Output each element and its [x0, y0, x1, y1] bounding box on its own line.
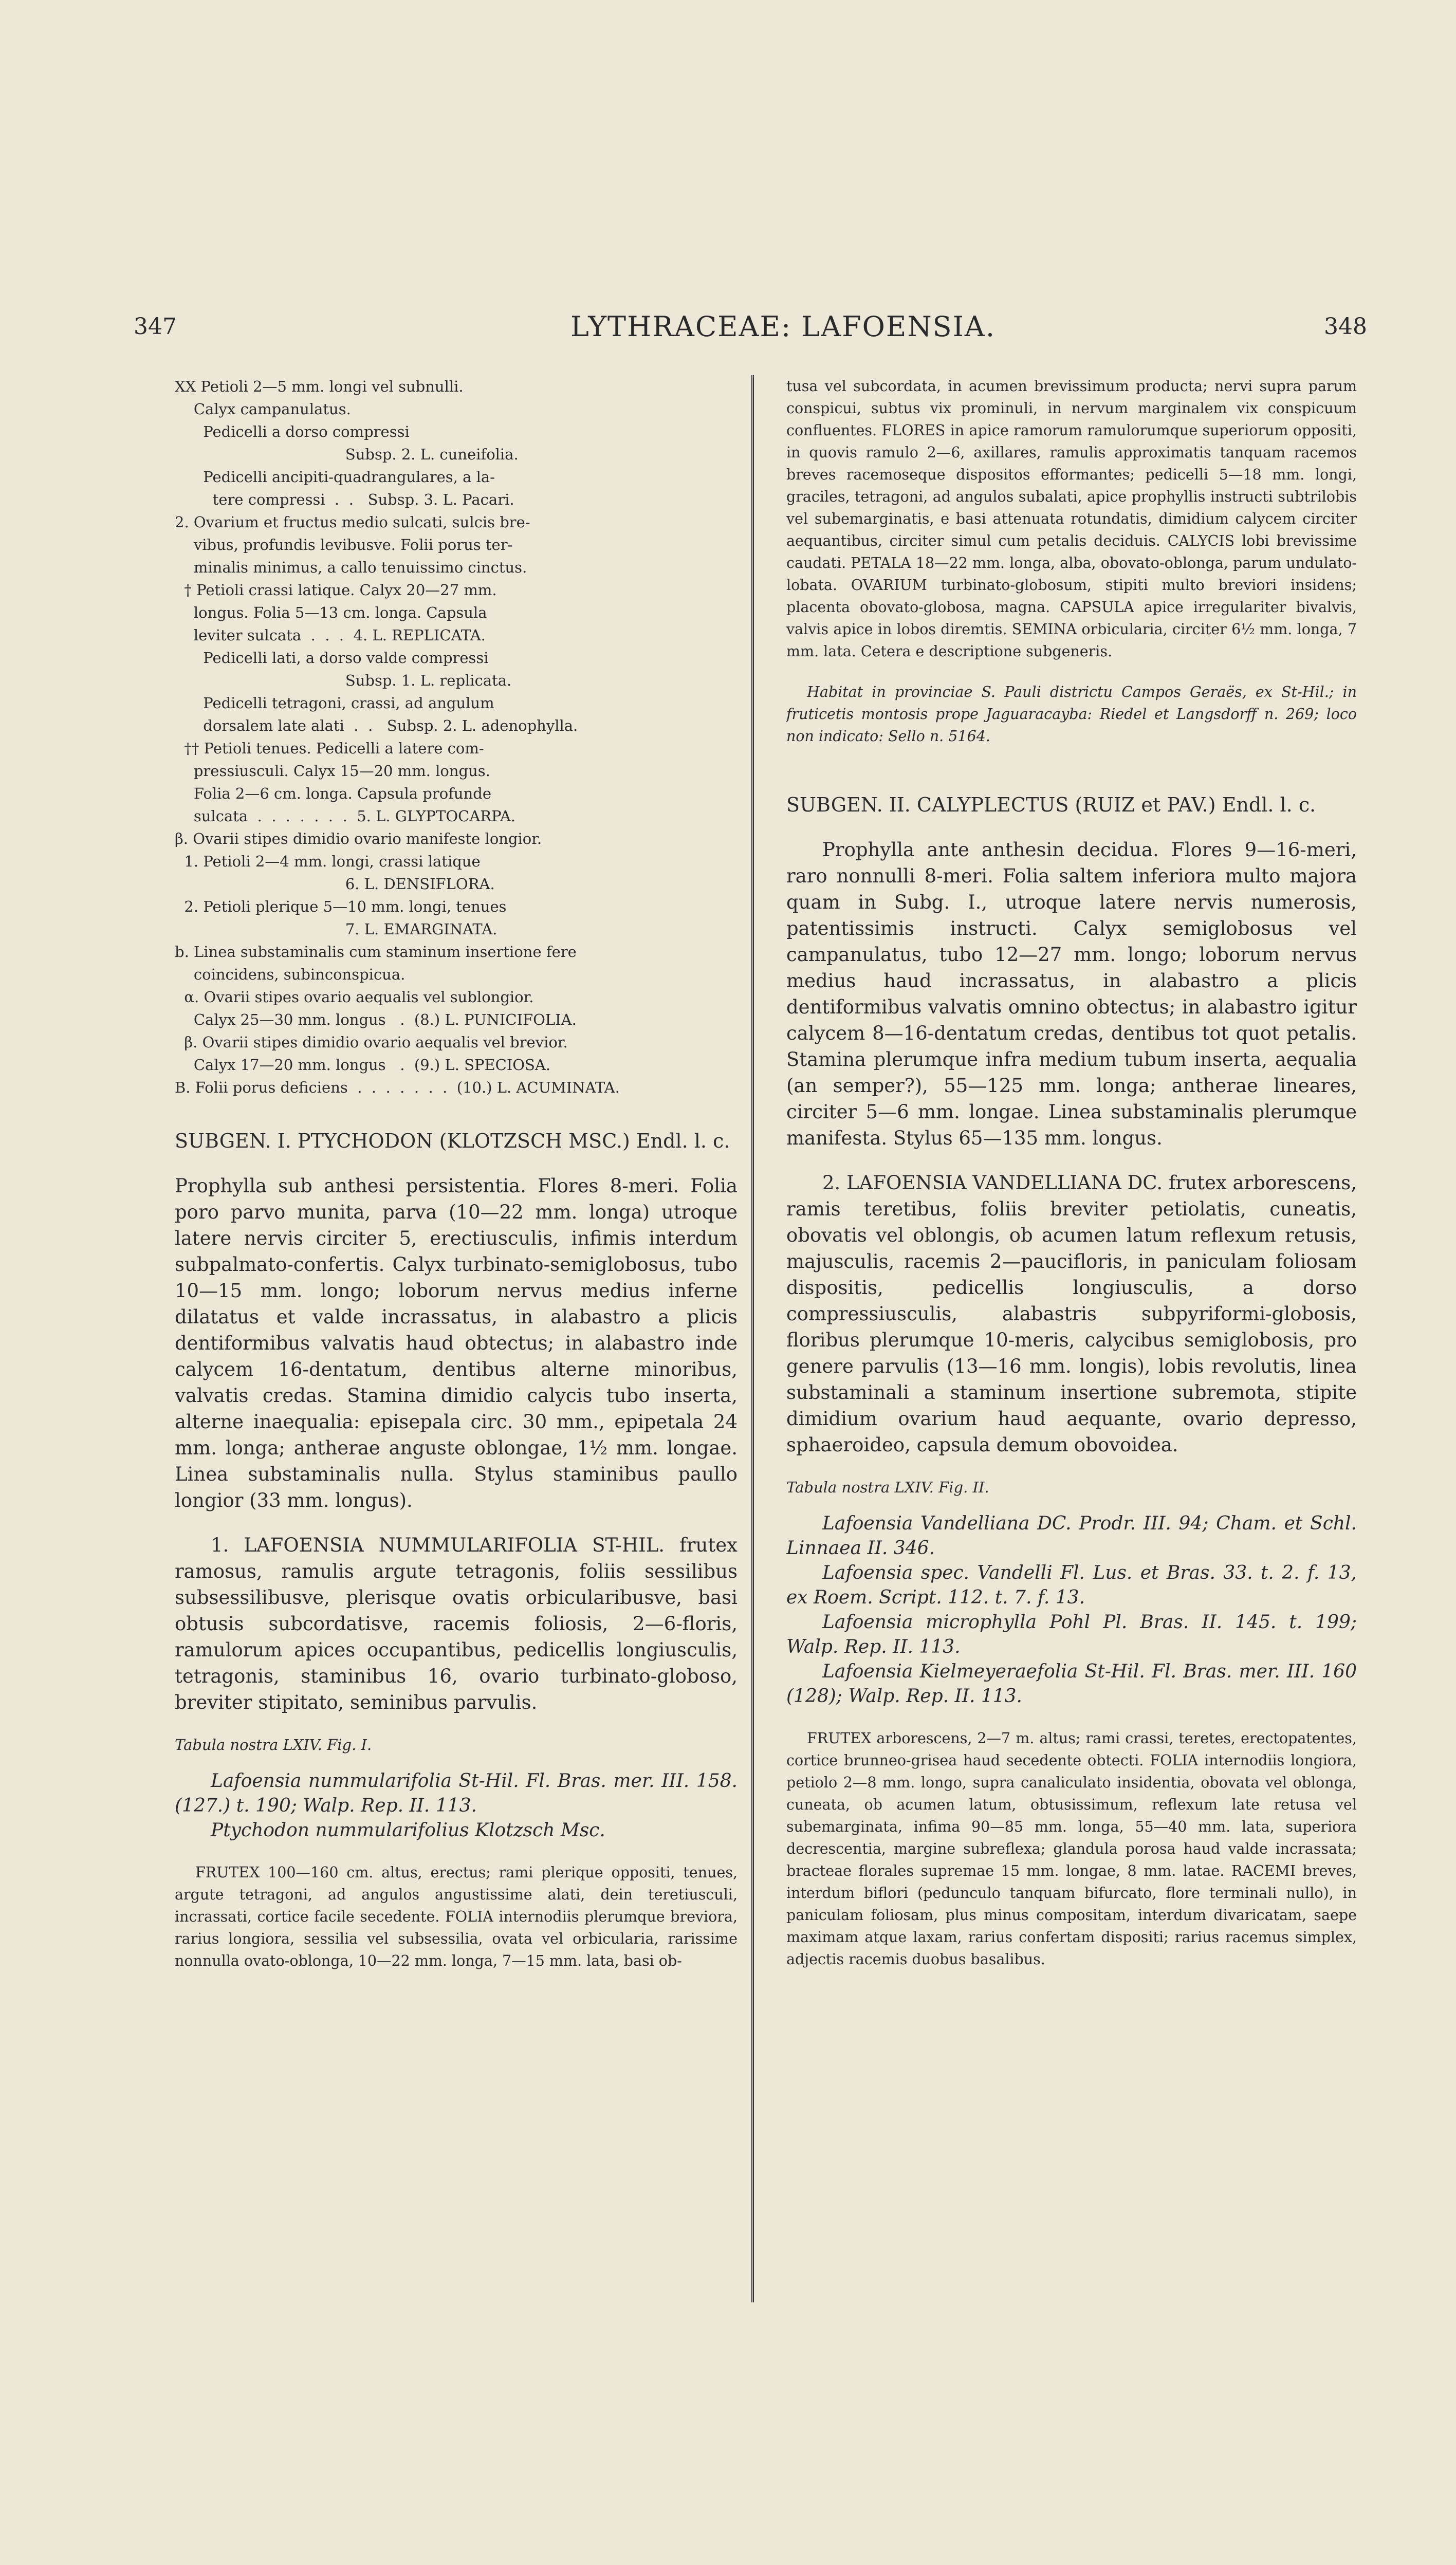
key-line: minalis minimus, a callo tenuissimo cinctus. [175, 559, 527, 576]
species-2-description: FRUTEX arborescens, 2—7 m. altus; rami crassi, teretes, erectopatentes, cortice brunneo-grisea haud secedente obtecti. FOLIA internodiis longiora, petiolo 2—8 mm. longo, supra canaliculato insidentia, obovata vel oblonga, cuneata, ob acumen latum, obtusissimum, reflexum late retusa vel subemarginata, infima 90—85 mm. longa, 55—40 mm. lata, superiora decrescentia, margine subreflexa; glandula porosa haud valde incrassata; bracteae florales supremae 15 mm. longae, 8 mm. latae. RACEMI breves, interdum biflori (pedunculo tanquam bifurcato, flore terminali nullo), in paniculam foliosam, plus minus compositam, interdum divaricatam, saepe maximam atque laxam, rarius confertam dispositi; rarius racemus simplex, adjectis racemis duobus basalibus. [786, 1730, 1357, 1968]
key-line: †† Petioli tenues. Pedicelli a latere com- [175, 740, 484, 757]
species-1-plate-reference: Tabula nostra LXIV. Fig. I. [175, 1736, 372, 1754]
key-line: longus. Folia 5—13 cm. longa. Capsula [175, 604, 487, 621]
species-2-synonym: Lafoensia Vandelliana DC. Prodr. III. 94; Cham. et Schl. Linnaea II. 346. [786, 1513, 1357, 1559]
key-line: α. Ovarii stipes ovario aequalis vel sublongior. [175, 988, 534, 1006]
key-line: Pedicelli tetragoni, crassi, ad angulum [175, 694, 494, 712]
species-2-synonym: Lafoensia spec. Vandelli Fl. Lus. et Bras. 33. t. 2. f. 13, ex Roem. Script. 112. t. 7. f. 13. [786, 1562, 1357, 1608]
subgenus-1-heading: SUBGEN. I. PTYCHODON (KLOTZSCH MSC.) Endl. l. c. [175, 1130, 730, 1152]
key-line: 2. Ovarium et fructus medio sulcati, sulcis bre- [175, 513, 530, 531]
key-line: b. Linea substaminalis cum staminum insertione fere [175, 943, 577, 961]
species-1-synonym: Ptychodon nummularifolius Klotzsch Msc. [211, 1820, 605, 1841]
key-line: coincidens, subinconspicua. [175, 966, 406, 983]
page-header [134, 310, 1367, 355]
species-1-description: FRUTEX 100—160 cm. altus, erectus; rami plerique oppositi, tenues, argute tetragoni, ad angulos angustissime alati, dein teretiusculi, incrassati, cortice facile secedente. FOLIA internodiis plerumque breviora, rarius longiora, sessilia vel subsessilia, ovata vel orbicularia, rarissime nonnulla ovato-oblonga, 10—22 mm. longa, 7—15 mm. lata, basi ob- [175, 1864, 738, 1969]
key-line: Subsp. 2. L. cuneifolia. [175, 446, 519, 463]
species-1-description-continued: tusa vel subcordata, in acumen brevissimum producta; nervi supra parum conspicui, subtus vix prominuli, in nervum marginalem vix conspicuum confluentes. FLORES in apice ramorum ramulorumque superiorum oppositi, in quovis ramulo 2—6, axillares, ramulis approximatis tanquam racemos breves racemoseque dispositos efformantes; pedicelli 5—18 mm. longi, graciles, tetragoni, ad angulos subalati, apice prophyllis instructi subtrilobis vel subemarginatis, e basi attenuata rotundatis, dimidium calycem circiter aequantibus, circiter simul cum petalis deciduis. CALYCIS lobi brevissime caudati. PETALA 18—22 mm. longa, alba, obovato-oblonga, parum undulato-lobata. OVARIUM turbinato-globosum, stipiti multo breviori insidens; placenta obovato-globosa, magna. CAPSULA apice irregulariter bivalvis, valvis apice in lobos diremtis. SEMINA orbicularia, circiter 6½ mm. longa, 7 mm. lata. Cetera e descriptione subgeneris. [786, 378, 1357, 660]
subgenus-1-description: Prophylla sub anthesi persistentia. Flores 8-meri. Folia poro parvo munita, parva (10—22 mm. longa) utroque latere nervis circiter 5, erectiusculis, infimis interdum subpalmato-confertis. Calyx turbinato-semiglobosus, tubo 10—15 mm. longo; loborum nervus medius inferne dilatatus et valde incrassatus, in alabastro a plicis dentiformibus valvatis haud obtectus; in alabastro inde calycem 16-dentatum, dentibus alterne minoribus, valvatis credas. Stamina dimidio calycis tubo inserta, alterne inaequalia: episepala circ. 30 mm., epipetala 24 mm. longa; antherae anguste oblongae, 1½ mm. longae. Linea substaminalis nulla. Stylus staminibus paullo longior (33 mm. longus). [175, 1175, 738, 1511]
key-line: Pedicelli lati, a dorso valde compressi [175, 649, 489, 667]
species-2-synonym: Lafoensia Kielmeyeraefolia St-Hil. Fl. Bras. mer. III. 160 (128); Walp. Rep. II. 113. [786, 1661, 1357, 1707]
key-line: Calyx campanulatus. [175, 400, 351, 418]
key-line: XX Petioli 2—5 mm. longi vel subnulli. [175, 378, 464, 395]
species-1-heading: 1. LAFOENSIA NUMMULARIFOLIA ST-HIL. frutex ramosus, ramulis argute tetragonis, foliis sessilibus subsessilibusve, plerisque ovatis orbicularibusve, basi obtusis subcordatisve, racemis foliosis, 2—6-floris, ramulorum apices occupantibus, pedicellis longiusculis, tetragonis, staminibus 16, ovario turbinato-globoso, breviter stipitato, seminibus parvulis. [175, 1534, 738, 1713]
species-2-heading: 2. LAFOENSIA VANDELLIANA DC. frutex arborescens, ramis teretibus, foliis breviter petiolatis, cuneatis, obovatis vel oblongis, ob acumen latum reflexum retusis, majusculis, racemis 2—paucifloris, in paniculam foliosam dispositis, pedicellis longiusculis, a dorso compressiusculis, alabastris subpyriformi-globosis, floribus plerumque 10-meris, calycibus semiglobosis, pro genere parvulis (13—16 mm. longis), lobis revolutis, linea substaminali a staminum insertione subremota, stipite dimidium ovarium haud aequante, ovario depresso, sphaeroideo, capsula demum obovoidea. [786, 1172, 1357, 1456]
subgenus-2-description: Prophylla ante anthesin decidua. Flores 9—16-meri, raro nonnulli 8-meri. Folia saltem inferiora multo majora quam in Subg. I., utroque latere nervis numerosis, patentissimis instructi. Calyx semiglobosus vel campanulatus, tubo 12—27 mm. longo; loborum nervus medius haud incrassatus, in alabastro a plicis dentiformibus valvatis omnino obtectus; in alabastro igitur calycem 8—16-dentatum credas, dentibus tot quot petalis. Stamina plerumque infra medium tubum inserta, aequalia (an semper?), 55—125 mm. longa; antherae lineares, circiter 5—6 mm. longae. Linea substaminalis plerumque manifesta. Stylus 65—135 mm. longus. [786, 839, 1357, 1149]
key-line: † Petioli crassi latique. Calyx 20—27 mm. [175, 581, 497, 599]
key-line: β. Ovarii stipes dimidio ovario aequalis vel brevior. [175, 1034, 568, 1051]
key-line: vibus, profundis levibusve. Folii porus ter- [175, 536, 513, 553]
subgenus-2-heading: SUBGEN. II. CALYPLECTUS (RUIZ et PAV.) Endl. l. c. [786, 794, 1316, 816]
key-line: Calyx 25—30 mm. longus . (8.) L. PUNICIFOLIA. [175, 1011, 577, 1028]
right-column [786, 375, 1357, 2441]
left-column [175, 375, 738, 2441]
key-line: 7. L. EMARGINATA. [175, 920, 497, 938]
key-line: Pedicelli a dorso compressi [175, 423, 410, 440]
page-number-right: 348 [1324, 313, 1367, 340]
key-line: B. Folii porus deficiens . . . . . . . (10.) L. ACUMINATA. [175, 1079, 620, 1096]
key-line: leviter sulcata . . . 4. L. REPLICATA. [175, 626, 486, 644]
key-line: Pedicelli ancipiti-quadrangulares, a la- [175, 468, 495, 486]
key-line: dorsalem late alati . . Subsp. 2. L. adenophylla. [175, 717, 578, 734]
identification-key [175, 375, 738, 1099]
key-line: Folia 2—6 cm. longa. Capsula profunde [175, 785, 492, 802]
species-2-plate-reference: Tabula nostra LXIV. Fig. II. [786, 1479, 989, 1496]
species-1-habitat: Habitat in provinciae S. Pauli districtu Campos Geraës, ex St-Hil.; in fruticetis montosis prope Jaguaracayba: Riedel et Langsdorff n. 269; loco non indicato: Sello n. 5164. [786, 684, 1357, 745]
key-line: Subsp. 1. L. replicata. [175, 672, 512, 689]
species-1-synonym: Lafoensia nummularifolia St-Hil. Fl. Bras. mer. III. 158. (127.) t. 190; Walp. Rep. II. 113. [175, 1770, 738, 1816]
key-line: Calyx 17—20 mm. longus . (9.) L. SPECIOSA. [175, 1056, 551, 1074]
key-line: sulcata . . . . . . . 5. L. GLYPTOCARPA. [175, 807, 516, 825]
key-line: β. Ovarii stipes dimidio ovario manifeste longior. [175, 830, 542, 847]
key-line: 1. Petioli 2—4 mm. longi, crassi latique [175, 853, 481, 870]
key-line: 6. L. DENSIFLORA. [175, 875, 495, 893]
species-2-synonym: Lafoensia microphylla Pohl Pl. Bras. II. 145. t. 199; Walp. Rep. II. 113. [786, 1612, 1357, 1657]
running-title: LYTHRACEAE: LAFOENSIA. [570, 310, 996, 343]
key-line: pressiusculi. Calyx 15—20 mm. longus. [175, 762, 490, 780]
key-line: 2. Petioli plerique 5—10 mm. longi, tenues [175, 898, 507, 915]
page-number-left: 347 [134, 313, 177, 340]
column-divider [751, 375, 754, 2302]
key-line: tere compressi . . Subsp. 3. L. Pacari. [175, 491, 514, 508]
